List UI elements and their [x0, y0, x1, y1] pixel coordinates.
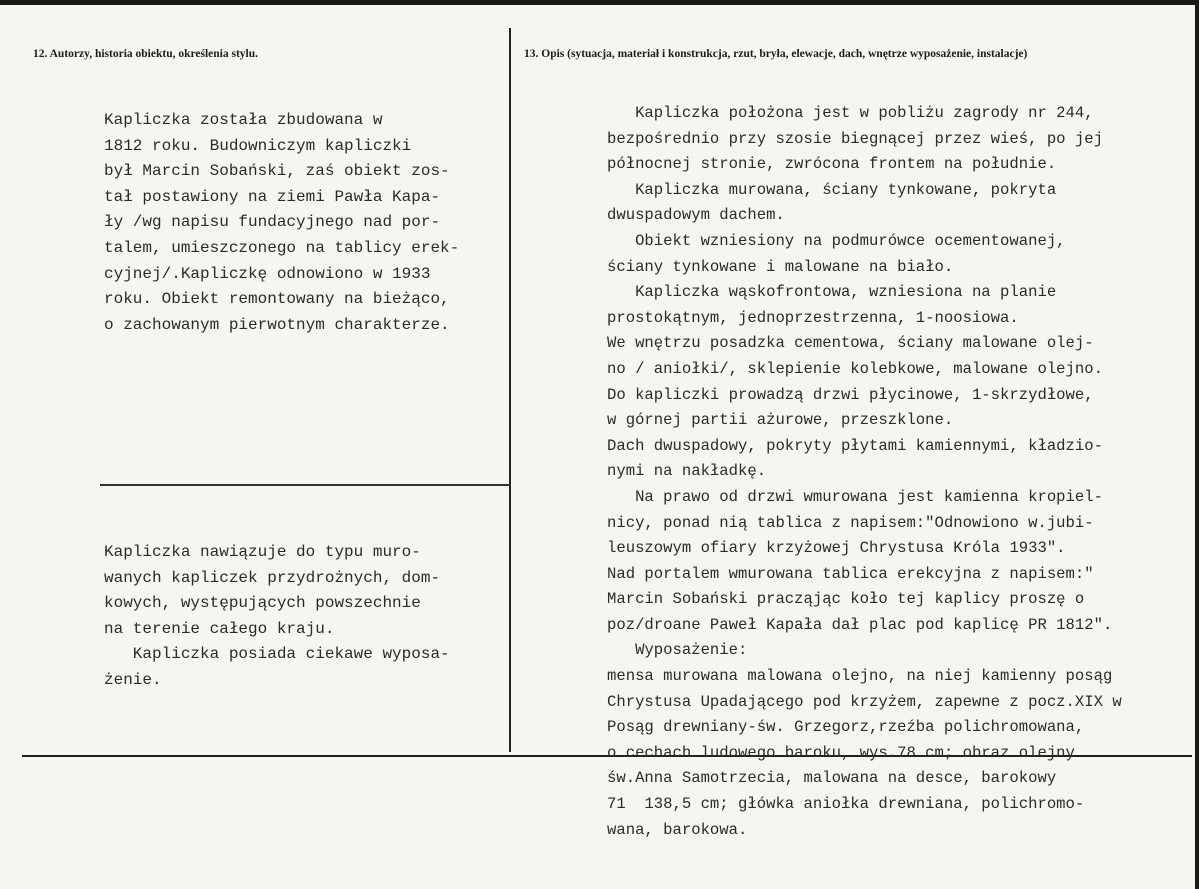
page-top-border — [0, 0, 1199, 5]
page-right-border — [1195, 0, 1199, 889]
section-12-style-text: Kapliczka nawiązuje do typu muro- wanych kapliczek przydrożnych, dom- kowych, występujących powszechnie na terenie całego kraju. Kapliczka posiada ciekawe wyposa- żenie. — [104, 543, 450, 689]
section-13-description-text: Kapliczka położona jest w pobliżu zagrody nr 244, bezpośrednio przy szosie biegnącej przez wieś, po jej północnej stronie, zwrócona frontem na południe. Kapliczka murowana, ściany tynkowane, pokryta dwuspadowym dachem. Obiekt wzniesiony na podmurówce ocementowanej, ściany tynkowane i malowane na biało. Kapliczka wąskofrontowa, wzniesiona na planie prostokątnym, jednoprzestrzenna, 1-noosiowa. We wnętrzu posadzka cementowa, ściany malowane olej- no / aniołki/, sklepienie kolebkowe, malowane olejno. Do kapliczki prowadzą drzwi płycinowe, 1-skrzydłowe, w górnej partii ażurowe, przeszklone. Dach dwuspadowy, pokryty płytami kamiennymi, kładzio- nymi na nakładkę. Na prawo od drzwi wmurowana jest kamienna kropiel- nicy, ponad nią tablica z napisem:"Odnowiono w.jubi- leuszowym ofiary krzyżowej Chrystusa Króla 1933". Nad portalem wmurowana tablica erekcyjna z napisem:" Marcin Sobański pracząjąc koło tej kaplicy proszę o poz/droane Paweł Kapała dał plac pod kaplicę PR 1812". Wyposażenie: mensa murowana malowana olejno, na niej kamienny posąg Chrystusa Upadającego pod krzyżem, zapewne z pocz.XIX w Posąg drewniany-św. Grzegorz,rzeźba polichromowana, o cechach ludowego baroku, wys.78 cm; obraz olejny św.Anna Samotrzecia, malowana na desce, barokowy 71 138,5 cm; główka aniołka drewniana, polichromo- wana, barokowa. — [607, 104, 1122, 839]
section-12-history-text: Kapliczka została zbudowana w 1812 roku. Budowniczym kapliczki był Marcin Sobański, zaś obiekt zos- tał postawiony na ziemi Pawła Kapa- ły /wg napisu fundacyjnego nad por- talem, umieszczonego na tablicy erek- cyjnej/.Kapliczkę odnowiono w 1933 roku. Obiekt remontowany na bieżąco, o zachowanym pierwotnym charakterze. — [104, 111, 460, 334]
section-12-heading: 12. Autorzy, historia obiektu, określenia stylu. — [33, 48, 259, 60]
left-section-divider — [100, 484, 511, 486]
section-13-heading: 13. Opis (sytuacja, materiał i konstrukcja, rzut, bryła, elewacje, dach, wnętrze wyposażenie, instalacje) — [524, 48, 1028, 60]
column-divider — [509, 28, 511, 752]
